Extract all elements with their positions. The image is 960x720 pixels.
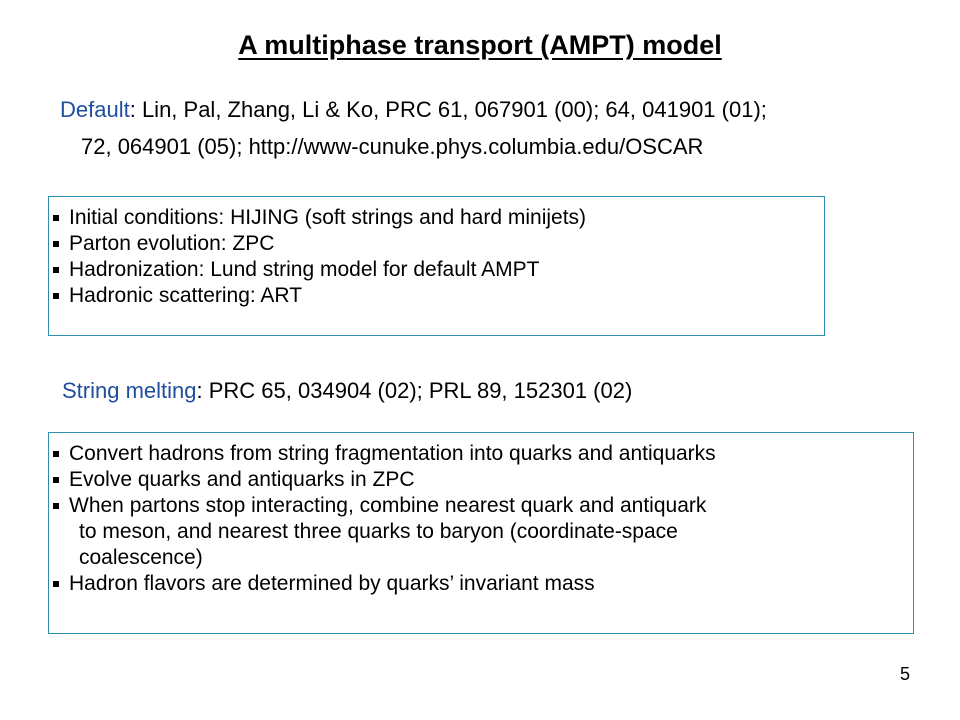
list-item: Initial conditions: HIJING (soft strings and hard minijets) xyxy=(49,205,824,231)
square-bullet-icon xyxy=(53,503,59,509)
default-components-list xyxy=(49,205,824,309)
default-reference-text: : Lin, Pal, Zhang, Li & Ko, PRC 61, 067901 (00); 64, 041901 (01); xyxy=(129,97,767,122)
string-melting-components-box xyxy=(48,432,914,634)
string-melting-components-list xyxy=(49,441,913,597)
square-bullet-icon xyxy=(53,477,59,483)
square-bullet-icon xyxy=(53,293,59,299)
slide-title: A multiphase transport (AMPT) model xyxy=(238,30,722,60)
square-bullet-icon xyxy=(53,215,59,221)
string-melting-reference-line xyxy=(62,378,632,404)
page-number: 5 xyxy=(899,664,910,684)
square-bullet-icon xyxy=(53,451,59,457)
default-label: Default xyxy=(60,97,130,122)
string-melting-reference-text: : PRC 65, 034904 (02); PRL 89, 152301 (02) xyxy=(196,378,633,403)
list-item: Hadronic scattering: ART xyxy=(49,283,824,309)
list-item: Evolve quarks and antiquarks in ZPC xyxy=(49,467,913,493)
list-item: When partons stop interacting, combine nearest quark and antiquark to meson, and nearest three quarks to baryon (coordinate-space coalescence) xyxy=(49,493,913,571)
default-reference-line-2: 72, 064901 (05); http://www-cunuke.phys.columbia.edu/OSCAR xyxy=(81,134,704,159)
list-item: Hadronization: Lund string model for default AMPT xyxy=(49,257,824,283)
list-item: Hadron flavors are determined by quarks’ invariant mass xyxy=(49,571,913,597)
square-bullet-icon xyxy=(53,267,59,273)
default-components-box xyxy=(48,196,825,336)
list-item: Parton evolution: ZPC xyxy=(49,231,824,257)
default-reference-line-1 xyxy=(60,97,767,123)
string-melting-label: String melting xyxy=(62,378,197,403)
list-item: Convert hadrons from string fragmentation into quarks and antiquarks xyxy=(49,441,913,467)
square-bullet-icon xyxy=(53,581,59,587)
square-bullet-icon xyxy=(53,241,59,247)
